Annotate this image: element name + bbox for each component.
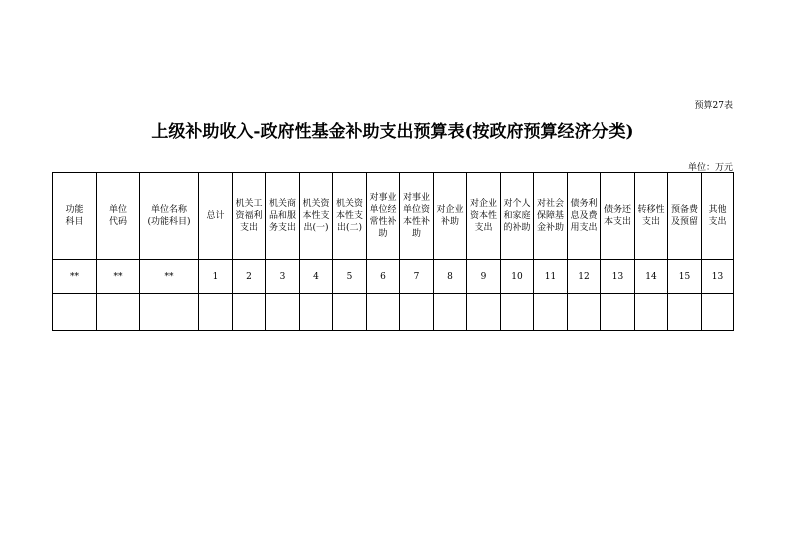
header-cell: 单位 代码 xyxy=(97,173,140,260)
data-cell xyxy=(266,294,300,331)
header-cell: 机关资 本性支 出(一) xyxy=(300,173,333,260)
data-cell xyxy=(601,294,635,331)
data-cell xyxy=(702,294,734,331)
code-cell: 3 xyxy=(266,260,300,294)
data-cell xyxy=(199,294,233,331)
code-cell: 12 xyxy=(568,260,601,294)
header-cell: 其他 支出 xyxy=(702,173,734,260)
code-cell: 8 xyxy=(434,260,467,294)
header-cell: 债务利 息及费 用支出 xyxy=(568,173,601,260)
code-cell: 9 xyxy=(467,260,501,294)
header-cell: 机关资 本性支 出(二) xyxy=(333,173,367,260)
header-cell: 对企业 补助 xyxy=(434,173,467,260)
data-cell xyxy=(668,294,702,331)
code-cell: 6 xyxy=(367,260,400,294)
data-cell xyxy=(635,294,668,331)
data-cell xyxy=(467,294,501,331)
data-cell xyxy=(568,294,601,331)
code-cell: 1 xyxy=(199,260,233,294)
header-cell: 对个人 和家庭 的补助 xyxy=(501,173,534,260)
code-cell: 2 xyxy=(233,260,266,294)
form-number: 预算27表 xyxy=(694,101,733,111)
header-cell: 机关商 品和服 务支出 xyxy=(266,173,300,260)
data-cell xyxy=(333,294,367,331)
header-cell: 单位名称 (功能科目) xyxy=(140,173,199,260)
code-cell: ** xyxy=(140,260,199,294)
code-cell: 15 xyxy=(668,260,702,294)
page-title: 上级补助收入-政府性基金补助支出预算表(按政府预算经济分类) xyxy=(151,122,634,142)
header-cell: 对事业 单位经 常性补 助 xyxy=(367,173,400,260)
data-cell xyxy=(97,294,140,331)
budget-table xyxy=(52,172,734,331)
code-cell: 5 xyxy=(333,260,367,294)
code-cell: ** xyxy=(97,260,140,294)
header-cell: 对事业 单位资 本性补 助 xyxy=(400,173,434,260)
data-cell xyxy=(400,294,434,331)
unit-label: 单位：万元 xyxy=(687,163,733,173)
code-cell: 14 xyxy=(635,260,668,294)
code-cell: 4 xyxy=(300,260,333,294)
data-cell xyxy=(300,294,333,331)
header-cell: 机关工 资福利 支出 xyxy=(233,173,266,260)
column-code-row xyxy=(53,260,734,294)
code-cell: 13 xyxy=(601,260,635,294)
code-cell: 13 xyxy=(702,260,734,294)
header-row xyxy=(53,173,734,260)
table-row xyxy=(53,294,734,331)
data-cell xyxy=(367,294,400,331)
code-cell: 11 xyxy=(534,260,568,294)
header-cell: 转移性 支出 xyxy=(635,173,668,260)
header-cell: 对企业 资本性 支出 xyxy=(467,173,501,260)
data-cell xyxy=(434,294,467,331)
header-cell: 对社会 保障基 金补助 xyxy=(534,173,568,260)
header-cell: 总计 xyxy=(199,173,233,260)
data-cell xyxy=(534,294,568,331)
code-cell: 10 xyxy=(501,260,534,294)
data-cell xyxy=(140,294,199,331)
header-cell: 债务还 本支出 xyxy=(601,173,635,260)
data-cell xyxy=(53,294,97,331)
header-cell: 预备费 及预留 xyxy=(668,173,702,260)
data-cell xyxy=(501,294,534,331)
code-cell: ** xyxy=(53,260,97,294)
data-cell xyxy=(233,294,266,331)
code-cell: 7 xyxy=(400,260,434,294)
header-cell: 功能 科目 xyxy=(53,173,97,260)
